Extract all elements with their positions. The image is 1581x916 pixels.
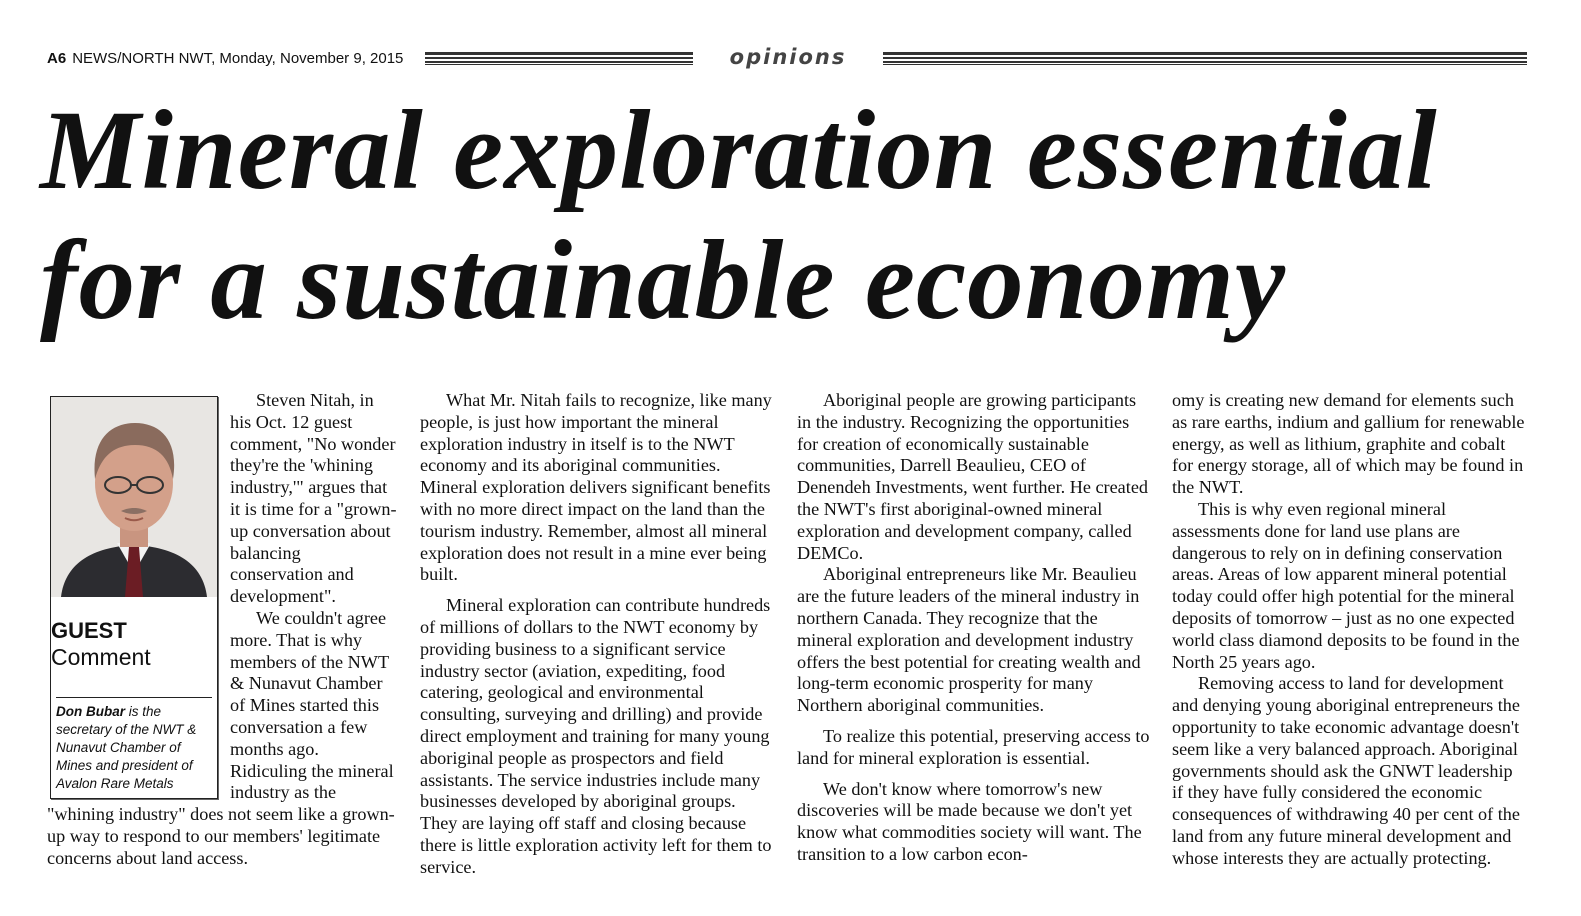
paragraph: Mineral exploration can contribute hundreds of millions of dollars to the NWT economy by providing business to a significant service industry sector (aviation, expediting, food catering, geological and environmental consulting, surveying and drilling) and provide direct employment and training for many young aboriginal people as prospectors and field assistants. The service industries include many businesses developed by aboriginal groups. They are laying off staff and closing because there is little exploration activity left for them to service. [420, 595, 772, 877]
paragraph: To realize this potential, preserving access to land for mineral exploration is essential. [797, 725, 1150, 768]
author-bio [56, 697, 212, 793]
article-column-2 [420, 390, 776, 879]
author-name: Don Bubar [56, 703, 125, 719]
headline-line-2: for a sustainable economy [40, 218, 1287, 343]
article-column-4 [1172, 390, 1528, 870]
paragraph: This is why even regional mineral assessments done for land use plans are dangerous to rely on in defining conservation areas. Areas of low apparent mineral potential today could offer high potential for the mineral deposits of tomorrow – just as no one expected world class diamond deposits to be found in the North 25 years ago. [1172, 498, 1520, 672]
paragraph: What Mr. Nitah fails to recognize, like many people, is just how important the mineral exploration industry in itself is to the NWT economy and its aboriginal communities. Mineral exploration delivers significant benefits with no more direct impact on the land than the tourism industry. Remember, almost all mineral exploration does not result in a mine ever being built. [420, 390, 772, 585]
section-label: opinions [729, 45, 847, 69]
headline-line-1: Mineral exploration essential [40, 88, 1438, 213]
guest-comment-label [51, 591, 217, 693]
article-headline [40, 86, 1540, 346]
comment-label: Comment [51, 643, 151, 670]
article-column-1 [47, 390, 397, 870]
article-column-3 [797, 390, 1153, 866]
masthead-rule-left [425, 52, 693, 66]
paragraph-text: Steven Nitah, in his Oct. 12 guest comment, "No wonder they're the 'whining industry,'" argues that it is time for a "grown-up conversation about balancing conservation and development". [230, 390, 397, 607]
paragraph: Removing access to land for development and denying young aboriginal entrepreneurs the opportunity to take economic advantage doesn't seem like a very balanced approach. Aboriginal governments should ask the GNWT leadership if they have fully considered the economic consequences of withdrawing 40 per cent of the land from any future mineral development and whose interests they are actually protecting. [1172, 673, 1520, 868]
author-description: is the secretary of the NWT & Nunavut Chamber of Mines and president of Avalon Rare Metals [56, 703, 197, 791]
publication-date: NEWS/NORTH NWT, Monday, November 9, 2015 [72, 50, 404, 67]
guest-label: GUEST [51, 617, 127, 643]
page-folio [47, 48, 403, 70]
masthead-rule-right [883, 52, 1527, 66]
guest-comment-box [50, 396, 218, 799]
paragraph: We don't know where tomorrow's new discoveries will be made because we don't yet know what commodities society will want. The transition to a low carbon econ- [797, 778, 1142, 864]
paragraph: Aboriginal people are growing participants in the industry. Recognizing the opportunities for creation of economically sustainable communities, Darrell Beaulieu, CEO of Denendeh Investments, went further. He created the NWT's first aboriginal-owned mineral exploration and development company, called DEMCo. [797, 390, 1148, 563]
author-photo [51, 397, 217, 597]
paragraph: We couldn't agree more. That is why members of the NWT & Nunavut Chamber of Mines started this conversation a few months ago. Ridiculing the mineral industry as the "whining industry" does not seem like a grown-up way to respond to our members' legitimate concerns about land access. [47, 607, 395, 868]
paragraph: Aboriginal entrepreneurs like Mr. Beaulieu are the future leaders of the mineral industry in northern Canada. They recognize that the mineral exploration and development industry offers the best potential for creating wealth and long-term economic prosperity for many Northern aboriginal communities. [797, 564, 1141, 716]
paragraph: omy is creating new demand for elements such as rare earths, indium and gallium for renewable energy, as well as lithium, graphite and cobalt for energy storage, all of which may be found in the NWT. [1172, 390, 1525, 498]
masthead [47, 45, 1527, 72]
page-number: A6 [47, 50, 67, 67]
